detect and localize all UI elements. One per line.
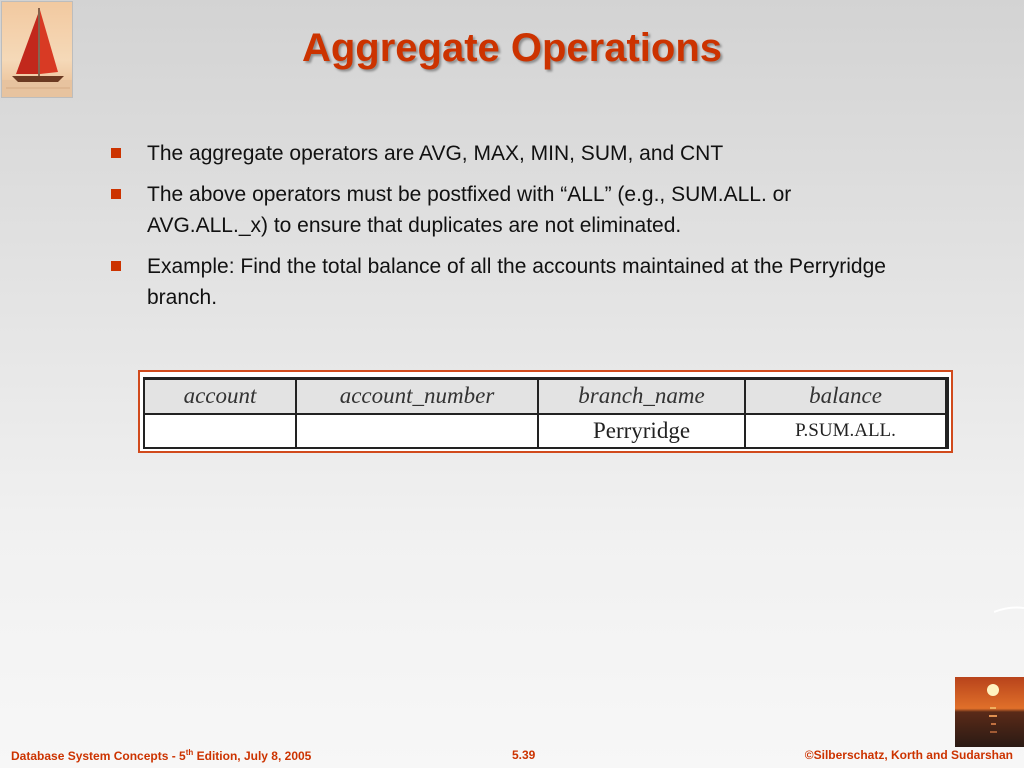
square-bullet-icon bbox=[111, 148, 121, 158]
decorative-swoosh bbox=[994, 606, 1024, 614]
footer-copyright: ©Silberschatz, Korth and Sudarshan bbox=[804, 748, 1013, 762]
footer-ordinal-suffix: th bbox=[185, 748, 194, 757]
footer-book-edition bbox=[11, 748, 311, 763]
footer-page-number: 5.39 bbox=[512, 748, 536, 762]
slide-title: Aggregate Operations bbox=[301, 26, 723, 70]
bullet-text: The above operators must be postfixed with “ALL” (e.g., SUM.ALL. or AVG.ALL._x) to ensure that duplicates are not eliminated. bbox=[147, 183, 792, 237]
bullet-text: The aggregate operators are AVG, MAX, MIN, SUM, and CNT bbox=[147, 142, 724, 165]
table-header-row bbox=[144, 379, 947, 414]
column-header-branch-name: branch_name bbox=[538, 379, 745, 414]
footer-edition-date: Edition, July 8, 2005 bbox=[193, 749, 312, 763]
square-bullet-icon bbox=[111, 189, 121, 199]
qbe-table-frame bbox=[138, 370, 953, 453]
square-bullet-icon bbox=[111, 261, 121, 271]
column-header-account: account bbox=[144, 379, 296, 414]
slide-footer bbox=[0, 745, 1024, 767]
column-header-account-number: account_number bbox=[296, 379, 538, 414]
cell-account-number bbox=[296, 414, 538, 449]
bullet-text: Example: Find the total balance of all the accounts maintained at the Perryridge branch. bbox=[147, 255, 886, 309]
bullet-list bbox=[108, 138, 908, 323]
sunset-corner-image bbox=[955, 677, 1024, 747]
cell-branch-name: Perryridge bbox=[538, 414, 745, 449]
bullet-item bbox=[108, 179, 908, 241]
footer-book-title: Database System Concepts - 5 bbox=[11, 749, 186, 763]
cell-account bbox=[144, 414, 296, 449]
bullet-item bbox=[108, 251, 908, 313]
column-header-balance: balance bbox=[745, 379, 947, 414]
table-row bbox=[144, 414, 947, 449]
qbe-skeleton-table bbox=[143, 377, 949, 449]
cell-balance: P.SUM.ALL. bbox=[745, 414, 947, 449]
bullet-item bbox=[108, 138, 908, 169]
